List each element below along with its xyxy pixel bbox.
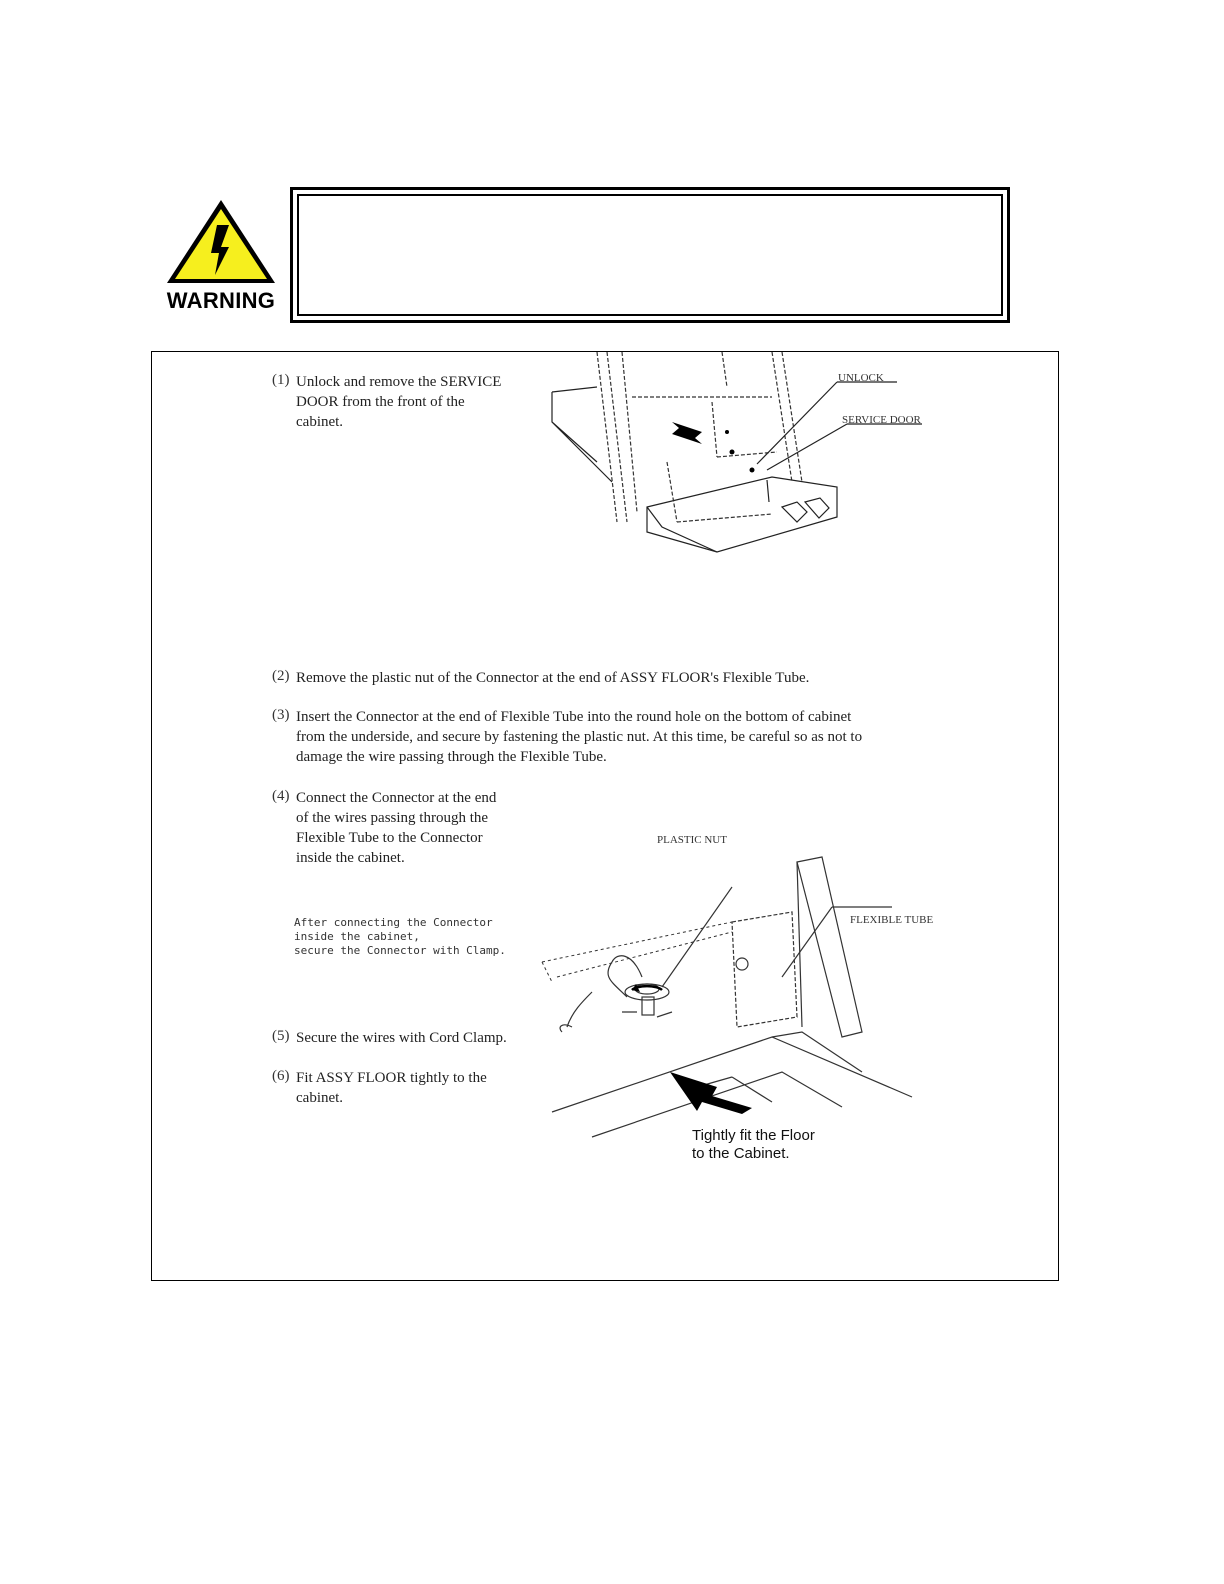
fit-floor-caption: Tightly fit the Floor to the Cabinet. [692,1127,815,1162]
step-5-number: (5) [272,1028,290,1044]
step-5-text: Secure the wires with Cord Clamp. [296,1030,507,1046]
clamp-note: After connecting the Connector inside the cabinet, secure the Connector with Clamp. [294,916,506,957]
step-1-text: Unlock and remove the SERVICE DOOR from the front of the cabinet. [296,374,502,430]
service-door-figure [537,352,957,592]
step-3-number: (3) [272,707,290,723]
callout-service-door: SERVICE DOOR [842,414,921,426]
warning-label: WARNING [166,288,276,313]
step-2-text: Remove the plastic nut of the Connector at the end of ASSY FLOOR's Flexible Tube. [296,670,810,686]
step-6-number: (6) [272,1068,290,1084]
step-4-text: Connect the Connector at the end of the wires passing through the Flexible Tube to the Connector inside the cabinet. [296,790,497,866]
step-6-text: Fit ASSY FLOOR tightly to the cabinet. [296,1070,487,1106]
callout-plastic-nut: PLASTIC NUT [657,834,727,846]
step-2-number: (2) [272,668,290,684]
step-1-number: (1) [272,372,290,388]
warning-icon [163,195,279,319]
floor-fitting-figure [532,832,932,1162]
step-3-text: Insert the Connector at the end of Flexible Tube into the round hole on the bottom of cabinet from the underside, and secure by fastening the plastic nut. At this time, be careful so as not to damage the wire passing through the Flexible Tube. [296,709,863,765]
callout-flexible-tube: FLEXIBLE TUBE [850,914,934,926]
instruction-panel [151,351,1059,1281]
warning-box [290,187,1010,323]
warning-text [297,194,1003,316]
step-4-number: (4) [272,788,290,804]
callout-unlock: UNLOCK [838,372,884,384]
